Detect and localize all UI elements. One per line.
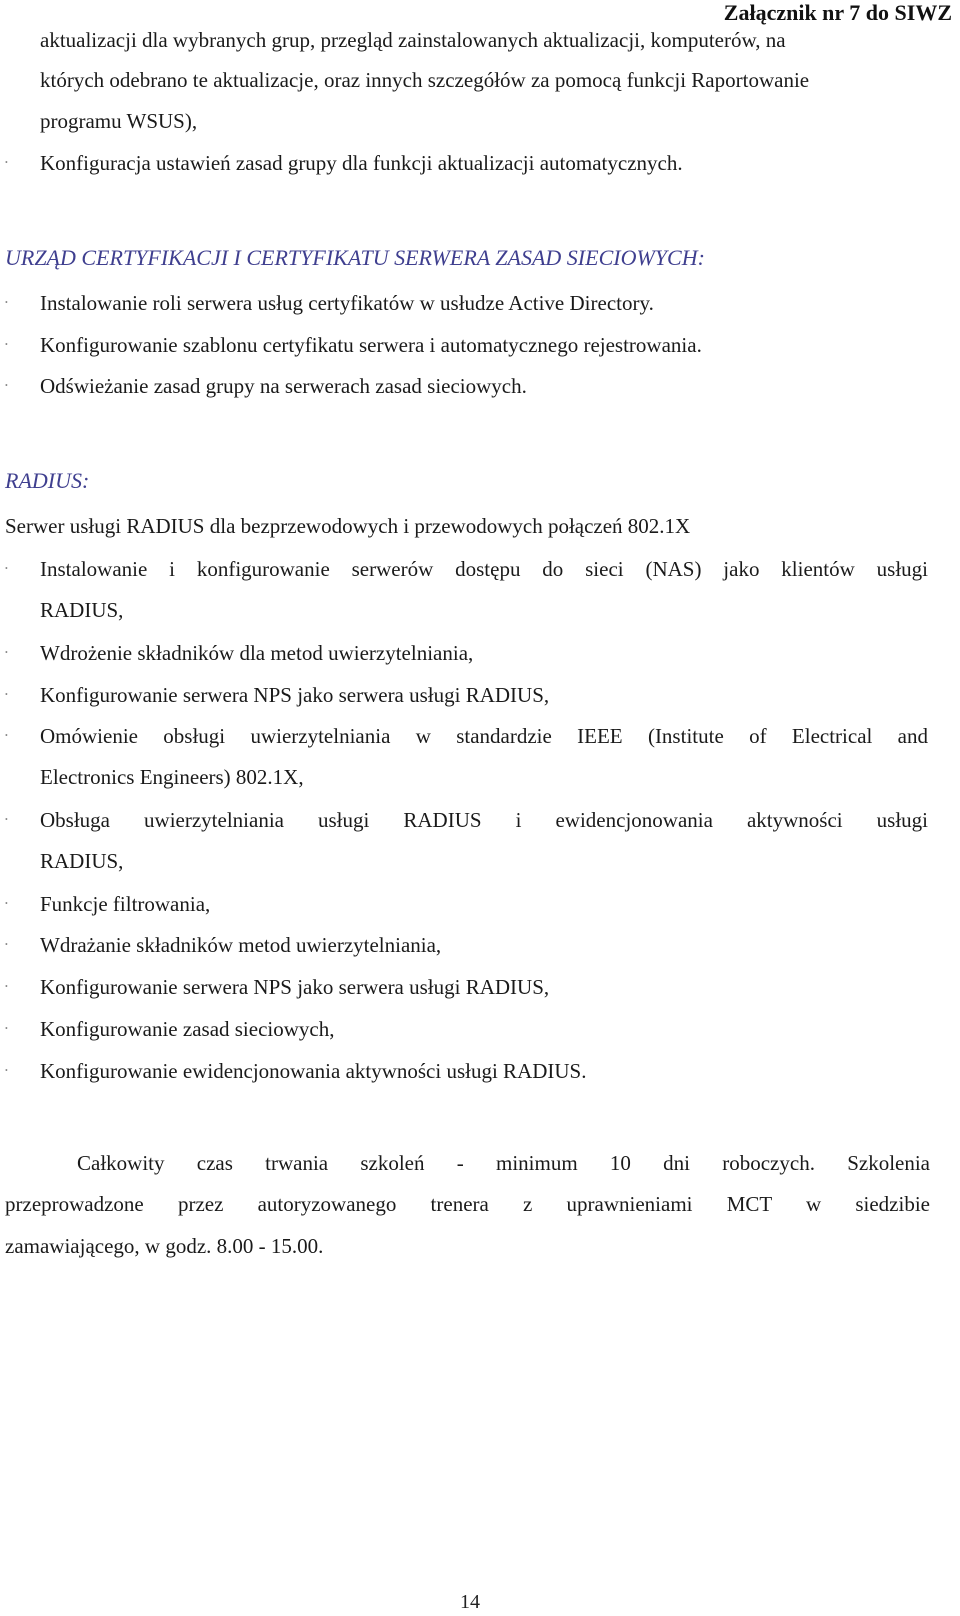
bullet-icon: • [5,648,8,657]
bullet-icon: • [5,899,8,908]
radius-item: Konfigurowanie serwera NPS jako serwera usługi RADIUS, [40,975,550,999]
bullet-icon: • [5,564,8,573]
bullet-icon: • [5,381,8,390]
wsus-line-3: programu WSUS), [40,109,198,133]
attachment-header: Załącznik nr 7 do SIWZ [723,0,952,25]
radius-heading: RADIUS: [5,468,90,493]
radius-item: Obsługa uwierzytelniania usługi RADIUS i ewidencjonowania aktywności usługi [40,808,928,832]
radius-item: Wdrażanie składników metod uwierzytelniania, [40,933,442,957]
certification-item: Odświeżanie zasad grupy na serwerach zasad sieciowych. [40,374,527,398]
radius-item: Konfigurowanie zasad sieciowych, [40,1017,335,1041]
radius-item: Wdrożenie składników dla metod uwierzytelniania, [40,641,474,665]
certification-item: Konfigurowanie szablonu certyfikatu serwera i automatycznego rejestrowania. [40,333,702,357]
summary-line-3: zamawiającego, w godz. 8.00 - 15.00. [5,1234,324,1258]
summary-line-1: Całkowity czas trwania szkoleń - minimum 10 dni roboczych. Szkolenia [77,1151,930,1175]
bullet-icon: • [5,690,8,699]
radius-item: Instalowanie i konfigurowanie serwerów dostępu do sieci (NAS) jako klientów usługi [40,557,928,581]
certification-item: Instalowanie roli serwera usług certyfikatów w usłudze Active Directory. [40,291,654,315]
radius-item-continuation: RADIUS, [40,849,124,873]
radius-item: Omówienie obsługi uwierzytelniania w standardzie IEEE (Institute of Electrical and [40,724,928,748]
radius-item: Funkcje filtrowania, [40,892,211,916]
summary-line-2: przeprowadzone przez autoryzowanego trenera z uprawnieniami MCT w siedzibie [5,1192,930,1216]
bullet-icon: • [5,1024,8,1033]
bullet-icon: • [5,982,8,991]
page-number: 14 [460,1591,480,1613]
radius-item: Konfigurowanie ewidencjonowania aktywności usługi RADIUS. [40,1059,587,1083]
wsus-item: Konfiguracja ustawień zasad grupy dla funkcji aktualizacji automatycznych. [40,151,683,175]
radius-item-continuation: Electronics Engineers) 802.1X, [40,765,304,789]
radius-item-continuation: RADIUS, [40,598,124,622]
bullet-icon: • [5,731,8,740]
bullet-icon: • [5,158,8,167]
wsus-line-1: aktualizacji dla wybranych grup, przegląd zainstalowanych aktualizacji, komputerów, na [40,28,786,52]
bullet-icon: • [5,815,8,824]
radius-intro: Serwer usługi RADIUS dla bezprzewodowych i przewodowych połączeń 802.1X [5,514,691,538]
bullet-icon: • [5,1066,8,1075]
bullet-icon: • [5,340,8,349]
certification-heading: URZĄD CERTYFIKACJI I CERTYFIKATU SERWERA ZASAD SIECIOWYCH: [5,245,705,270]
radius-item: Konfigurowanie serwera NPS jako serwera usługi RADIUS, [40,683,550,707]
bullet-icon: • [5,298,8,307]
bullet-icon: • [5,940,8,949]
wsus-line-2: których odebrano te aktualizacje, oraz innych szczegółów za pomocą funkcji Raportowanie [40,68,810,92]
